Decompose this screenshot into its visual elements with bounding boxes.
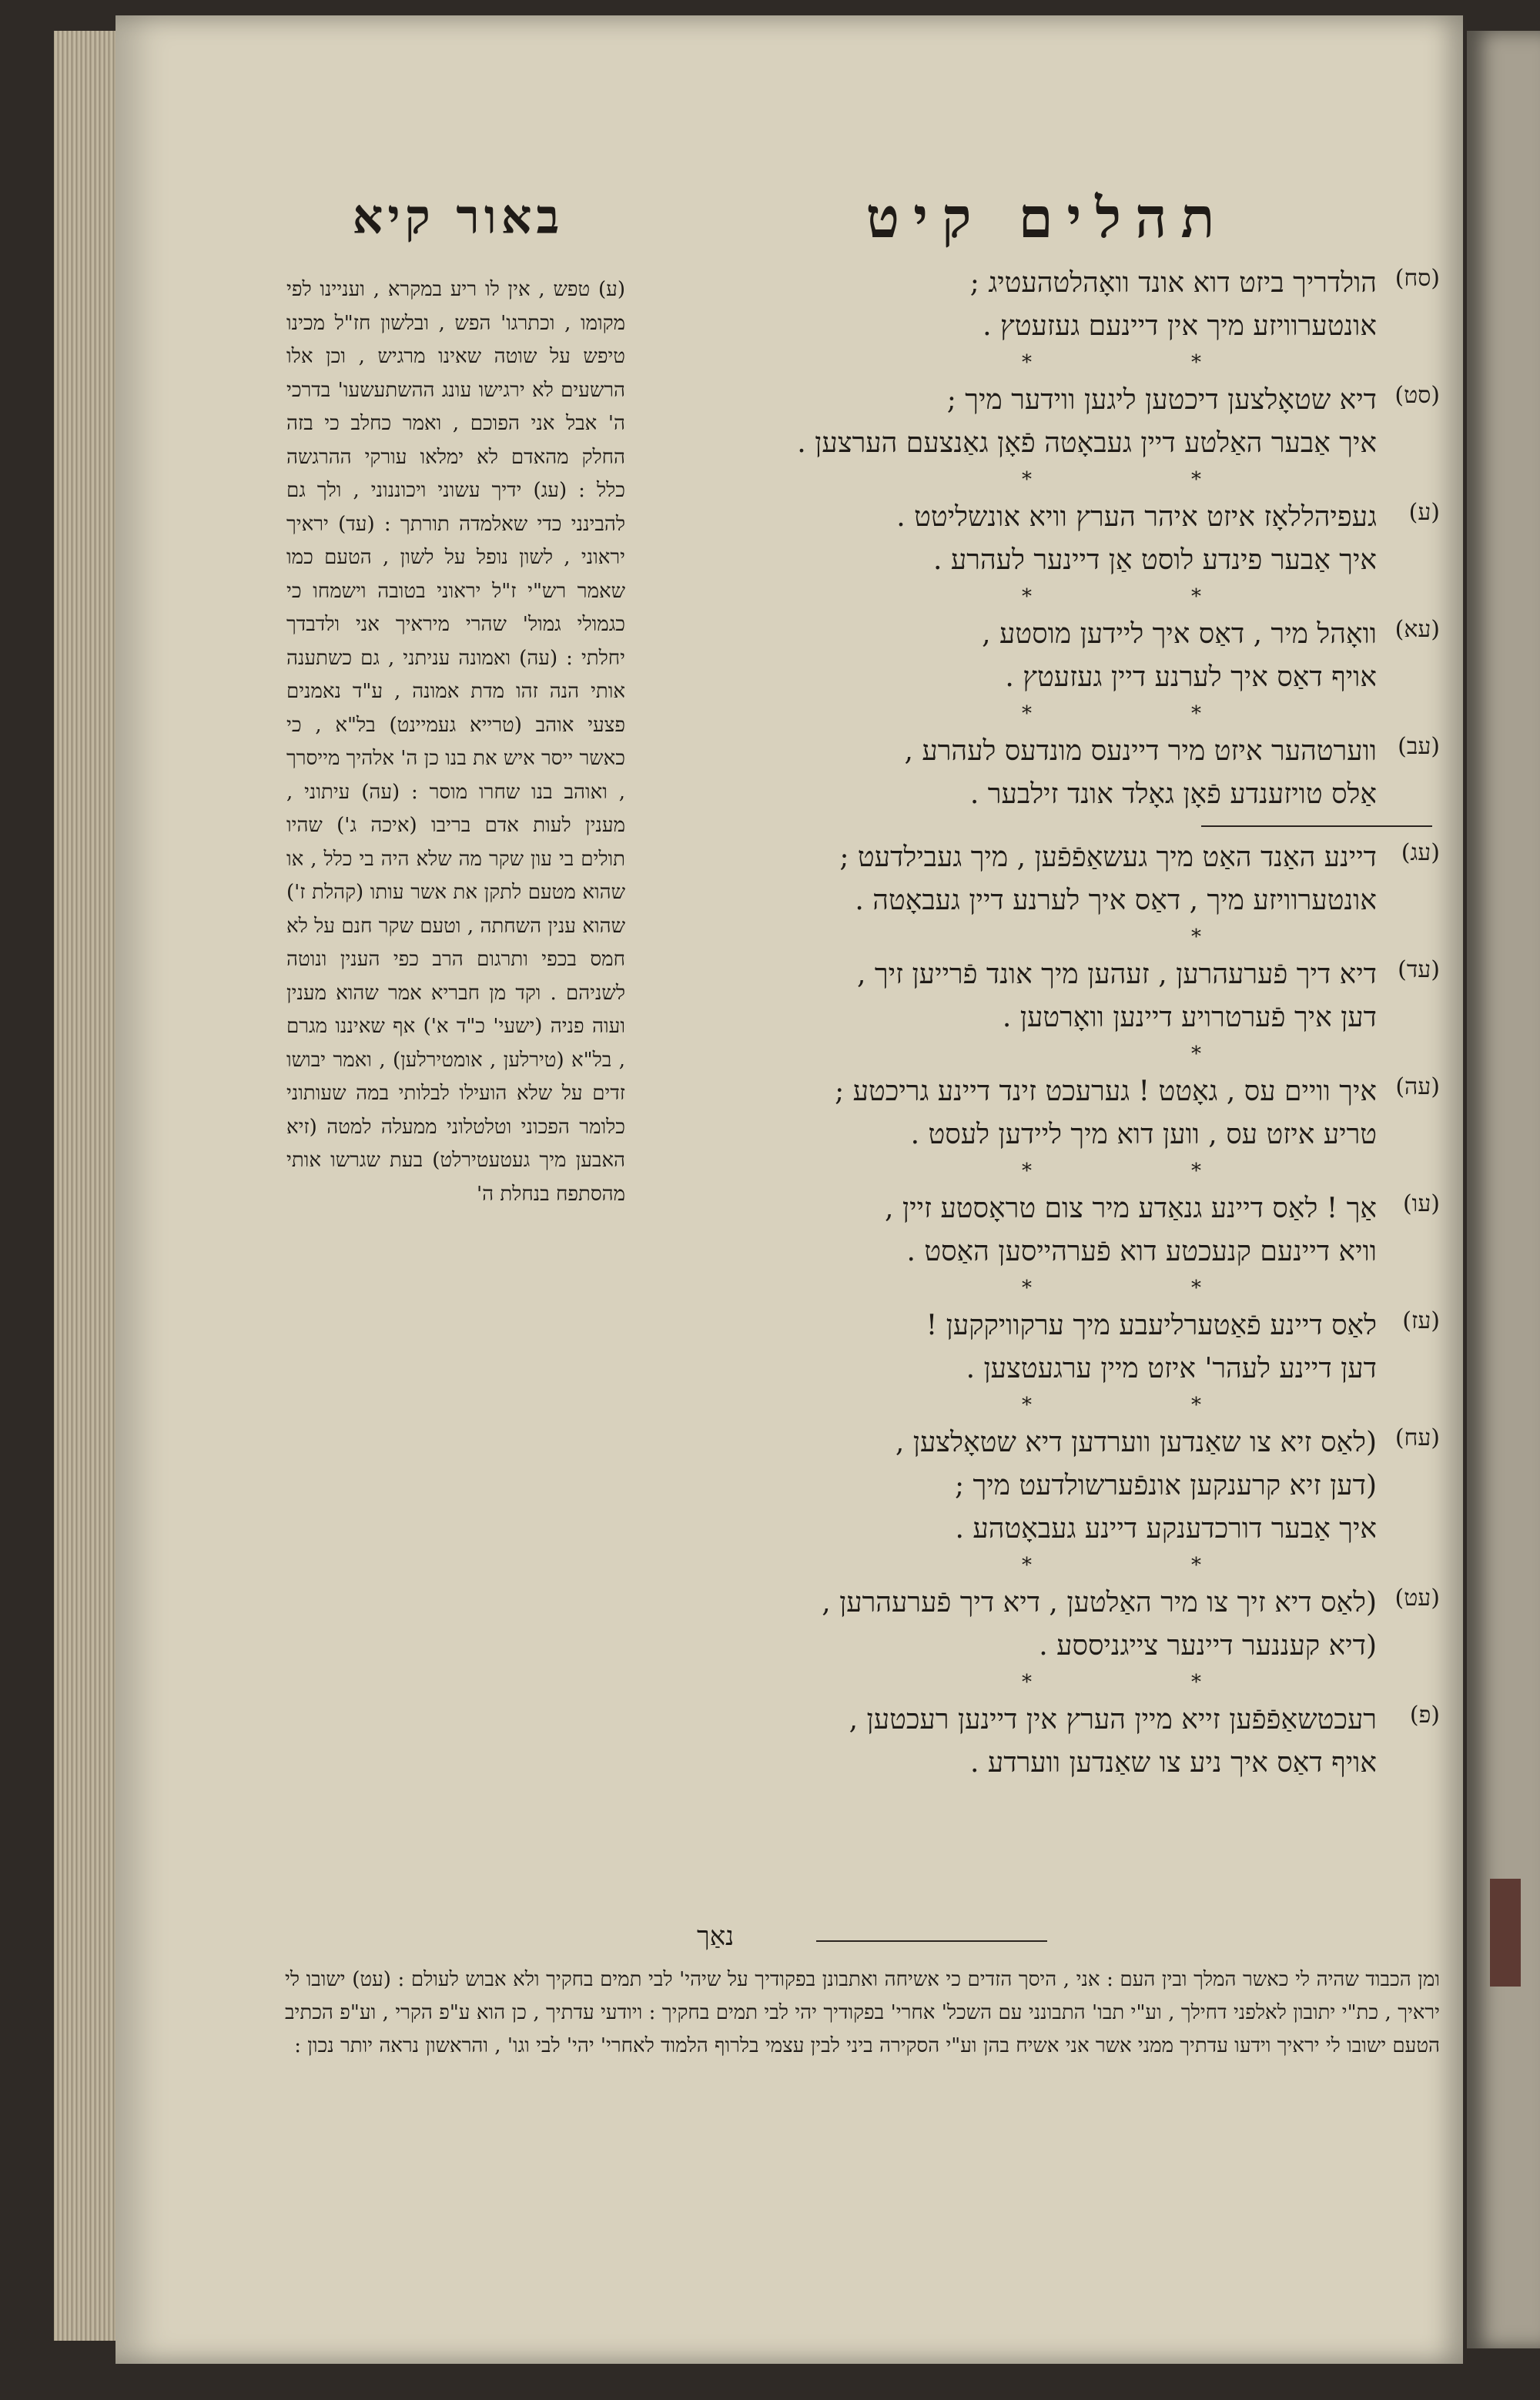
verse-line: ווערטהער איזט מיר דיינעס מונדעס לעהרע ,: [904, 735, 1377, 767]
verse-72: [654, 730, 1440, 816]
verse-separator-stars: * *: [1022, 1277, 1201, 1300]
verse-line: (לאַס דיא זיך צו מיר האַלטען , דיא דיך פֿערעהרען ,: [822, 1587, 1377, 1618]
verse-71: [654, 613, 1440, 699]
commentary-column: [286, 273, 625, 1211]
verse-line: אַך ! לאַס דיינע גנאַדע מיר צום טראָסטע זיין ,: [885, 1193, 1377, 1224]
verse-number: (ע): [1408, 499, 1440, 526]
verse-73: [654, 836, 1440, 922]
verse-79: [654, 1582, 1440, 1668]
verse-69: [654, 379, 1440, 465]
verse-number: (סח): [1394, 265, 1440, 292]
verse-70: [654, 496, 1440, 582]
verse-separator-stars: * *: [1022, 351, 1201, 374]
verse-77: [654, 1304, 1440, 1391]
page-stack-edge: [54, 31, 123, 2341]
verse-76: [654, 1187, 1440, 1274]
verse-line: וויא דיינעם קנעכטע דוא פֿערהייסען האַסט .: [906, 1236, 1377, 1267]
verse-line: (דיא קעננער דיינער צייגניססע .: [1039, 1630, 1377, 1662]
verse-line: דיינע האַנד האַט מיך געשאַפֿפֿען , מיך געבילדעט ;: [839, 842, 1377, 873]
verse-line: איך אַבער האַלטע דיין געבאָטה פֿאָן גאַנצעם הערצען .: [797, 427, 1377, 459]
verse-separator-stars: *: [1191, 926, 1201, 949]
verse-number: (פ): [1409, 1702, 1440, 1729]
verse-line: איך אַבער פינדע לוסט אַן דיינער לעהרע .: [933, 544, 1377, 576]
verse-line: אונטערוויזע מיך , דאַס איך לערנע דיין געבאָטה .: [855, 885, 1377, 916]
verse-line: (לאַס זיא צו שאַנדען ווערדען דיא שטאָלצען ,: [895, 1427, 1377, 1458]
verse-number: (עח): [1394, 1424, 1440, 1451]
verse-line: (דען זיא קרענקען אונפֿערשולדעט מיך ;: [954, 1470, 1377, 1501]
verse-line: דיא דיך פֿערעהרען , זעהען מיך אונד פֿרייען זיך ,: [857, 959, 1377, 990]
verse-74: [654, 953, 1440, 1039]
verse-80: [654, 1699, 1440, 1785]
verse-78: [654, 1421, 1440, 1551]
commentary-running-head: באור קיא: [352, 189, 564, 245]
verse-line: אונטערוויזע מיך אין דיינעם געזעטץ .: [983, 310, 1377, 342]
binding-mark: [1490, 1879, 1521, 1987]
verse-line: טריע איזט עס , ווען דוא מיך ליידען לעסט .: [910, 1119, 1377, 1150]
verse-separator-stars: * *: [1022, 468, 1201, 491]
verse-number: (עא): [1394, 616, 1440, 643]
main-running-head: תהלים קיט: [865, 185, 1229, 250]
footer-text: ומן הכבוד שהיה לי כאשר המלך ובין העם : אני , היסך הזדים כי אשיחה ואתבונן בפקודיך על שיהי' לבי תמים בחקיך ולא אבוש לעולם : (עט) ישובו לי יראיך , כת"י יתובון לאלפני דחילך , וע"י תבו' התבונני עם השכל' אחרי' בפקודיך יהי לבי תמים בחקיך : ויודעי עדתיך , כן הוא ע"פ הקרי , וע"פ הכתיב הטעם ישובו לי יראיך וידעו עדתיך ממני אשר אני אשיח בהן וע"י הסקירה ביני לבין עצמי בלרוף הלמוד לאחרי' יהי' לבי וגו' , והראשון נראה יותר נכון :: [285, 1968, 1440, 2057]
psalm-translation-column: [654, 262, 1440, 1785]
verse-line: איך וויים עס , גאָטט ! גערעכט זינד דיינע גריכטע ;: [835, 1076, 1377, 1107]
commentary-footer: [285, 1963, 1440, 2063]
verse-line: הולדריך ביזט דוא אונד וואָהלטהעטיג ;: [969, 267, 1377, 299]
verse-separator-stars: * *: [1022, 1160, 1201, 1183]
verse-line: דען איך פֿערטרויע דיינען וואָרטען .: [1002, 1002, 1377, 1033]
verse-separator-stars: * *: [1022, 585, 1201, 608]
verse-line: אויף דאַס איך ניע צו שאַנדען ווערדע .: [970, 1747, 1377, 1779]
verse-line: דען דיינע לעהר' איזט מיין ערגעטצען .: [966, 1353, 1377, 1384]
verse-number: (עז): [1402, 1307, 1440, 1334]
catchword: נאַך: [697, 1921, 735, 1952]
verse-number: (עו): [1402, 1190, 1440, 1217]
verse-number: (סט): [1394, 382, 1440, 409]
verse-line: לאַס דיינע פֿאַטערליעבע מיך ערקוויקקען !: [926, 1310, 1377, 1341]
verse-line: רעכטשאַפֿפֿען זייא מיין הערץ אין דיינען רעכטען ,: [849, 1704, 1377, 1736]
verse-separator-stars: * *: [1022, 1671, 1201, 1694]
verse-separator-stars: * *: [1022, 702, 1201, 725]
verse-number: (עה): [1395, 1073, 1440, 1100]
closing-rule: [816, 1940, 1047, 1942]
verse-number: (עג): [1401, 839, 1440, 866]
verse-line: אויף דאַס איך לערנע דיין געזעטץ .: [1005, 661, 1377, 693]
verse-line: אַלס טויזענדע פֿאָן גאָלד אונד זילבער .: [969, 778, 1377, 810]
verse-separator-stars: * *: [1022, 1394, 1201, 1417]
verse-line: געפיהללאָז איזט איהר הערץ וויא אונשליטט .: [896, 501, 1377, 533]
verse-75: [654, 1070, 1440, 1156]
verse-number: (עט): [1394, 1585, 1440, 1612]
section-rule: [1201, 825, 1432, 827]
verse-line: דיא שטאָלצען דיכטען ליגען ווידער מיך ;: [946, 384, 1377, 416]
verse-line: וואָהל מיר , דאַס איך ליידען מוסטע ,: [982, 618, 1377, 650]
verse-line: איך אַבער דורכדענקע דיינע געבאָטהע .: [955, 1513, 1377, 1545]
facing-page-edge: [1467, 31, 1540, 2348]
verse-separator-stars: * *: [1022, 1554, 1201, 1577]
verse-68: [654, 262, 1440, 348]
verse-separator-stars: *: [1191, 1043, 1201, 1066]
commentary-text: (ע) טפש , אין לו ריע במקרא , ועניינו לפי מקומו , וכתרגו' הפש , ובלשון חז"ל מכינו טיפש על שוטה שאינו מרגיש , וכן אלו הרשעים לא ירגישו עונג ההשתעשעו' בדרכי ה' אבל אני הפוכם , ואמר כחלב כי בזה החלק מהאדם לא ימלאו עורקי ההרגשה כלל : (עג) ידיך עשוני ויכוננוני , ולך גם להבינני כדי שאלמדה תורתך : (עד) יראיך יראוני , לשון נופל על לשון , הטעם כמו שאמר רש"י ז"ל יראוני בטובה וישמחו כי כגמולי גמול' שהרי מיראיך אני ולדבדך יחלתי : (עה) ואמונה עניתני , גם כשתענה אותי הנה זהו מדת אמונה , ע"ד נאמנים פצעי אוהב (טרייא געמיינט) בל"א , כי כאשר ייסר איש את בנו כן ה' אלהיך מייסרך , ואוהב בנו שחרו מוסר : (עה) עיתוני , מענין לעות אדם בריבו (איכה ג') שהיו תולים בי עון שקר מה שלא היה בי כלל , או שהוא מטעם לתקן את אשר עותו (קהלת ז') שהוא ענין השחתה , וטעם שקר חנם על לא חמס בכפי ותרגום הרב כפי הענין ונוטה לשניהם . וקד מן חבריא אמר שהוא מענין ועוה פניה (ישעי' כ"ד א') אף שאיננו מגרם , בל"א (טירלען , אומטירלען) , ואמר יבושו זדים על שלא הועילו לבלותי במה שעותוני כלומר הפכוני וטלטלוני ממעלה למטה (זיא האבען מיך געטעטירלט) בעת שגרשו אותי מהסתפח בנחלת ה': [286, 278, 625, 1206]
verse-number: (עב): [1398, 733, 1440, 760]
verse-number: (עד): [1398, 956, 1440, 983]
